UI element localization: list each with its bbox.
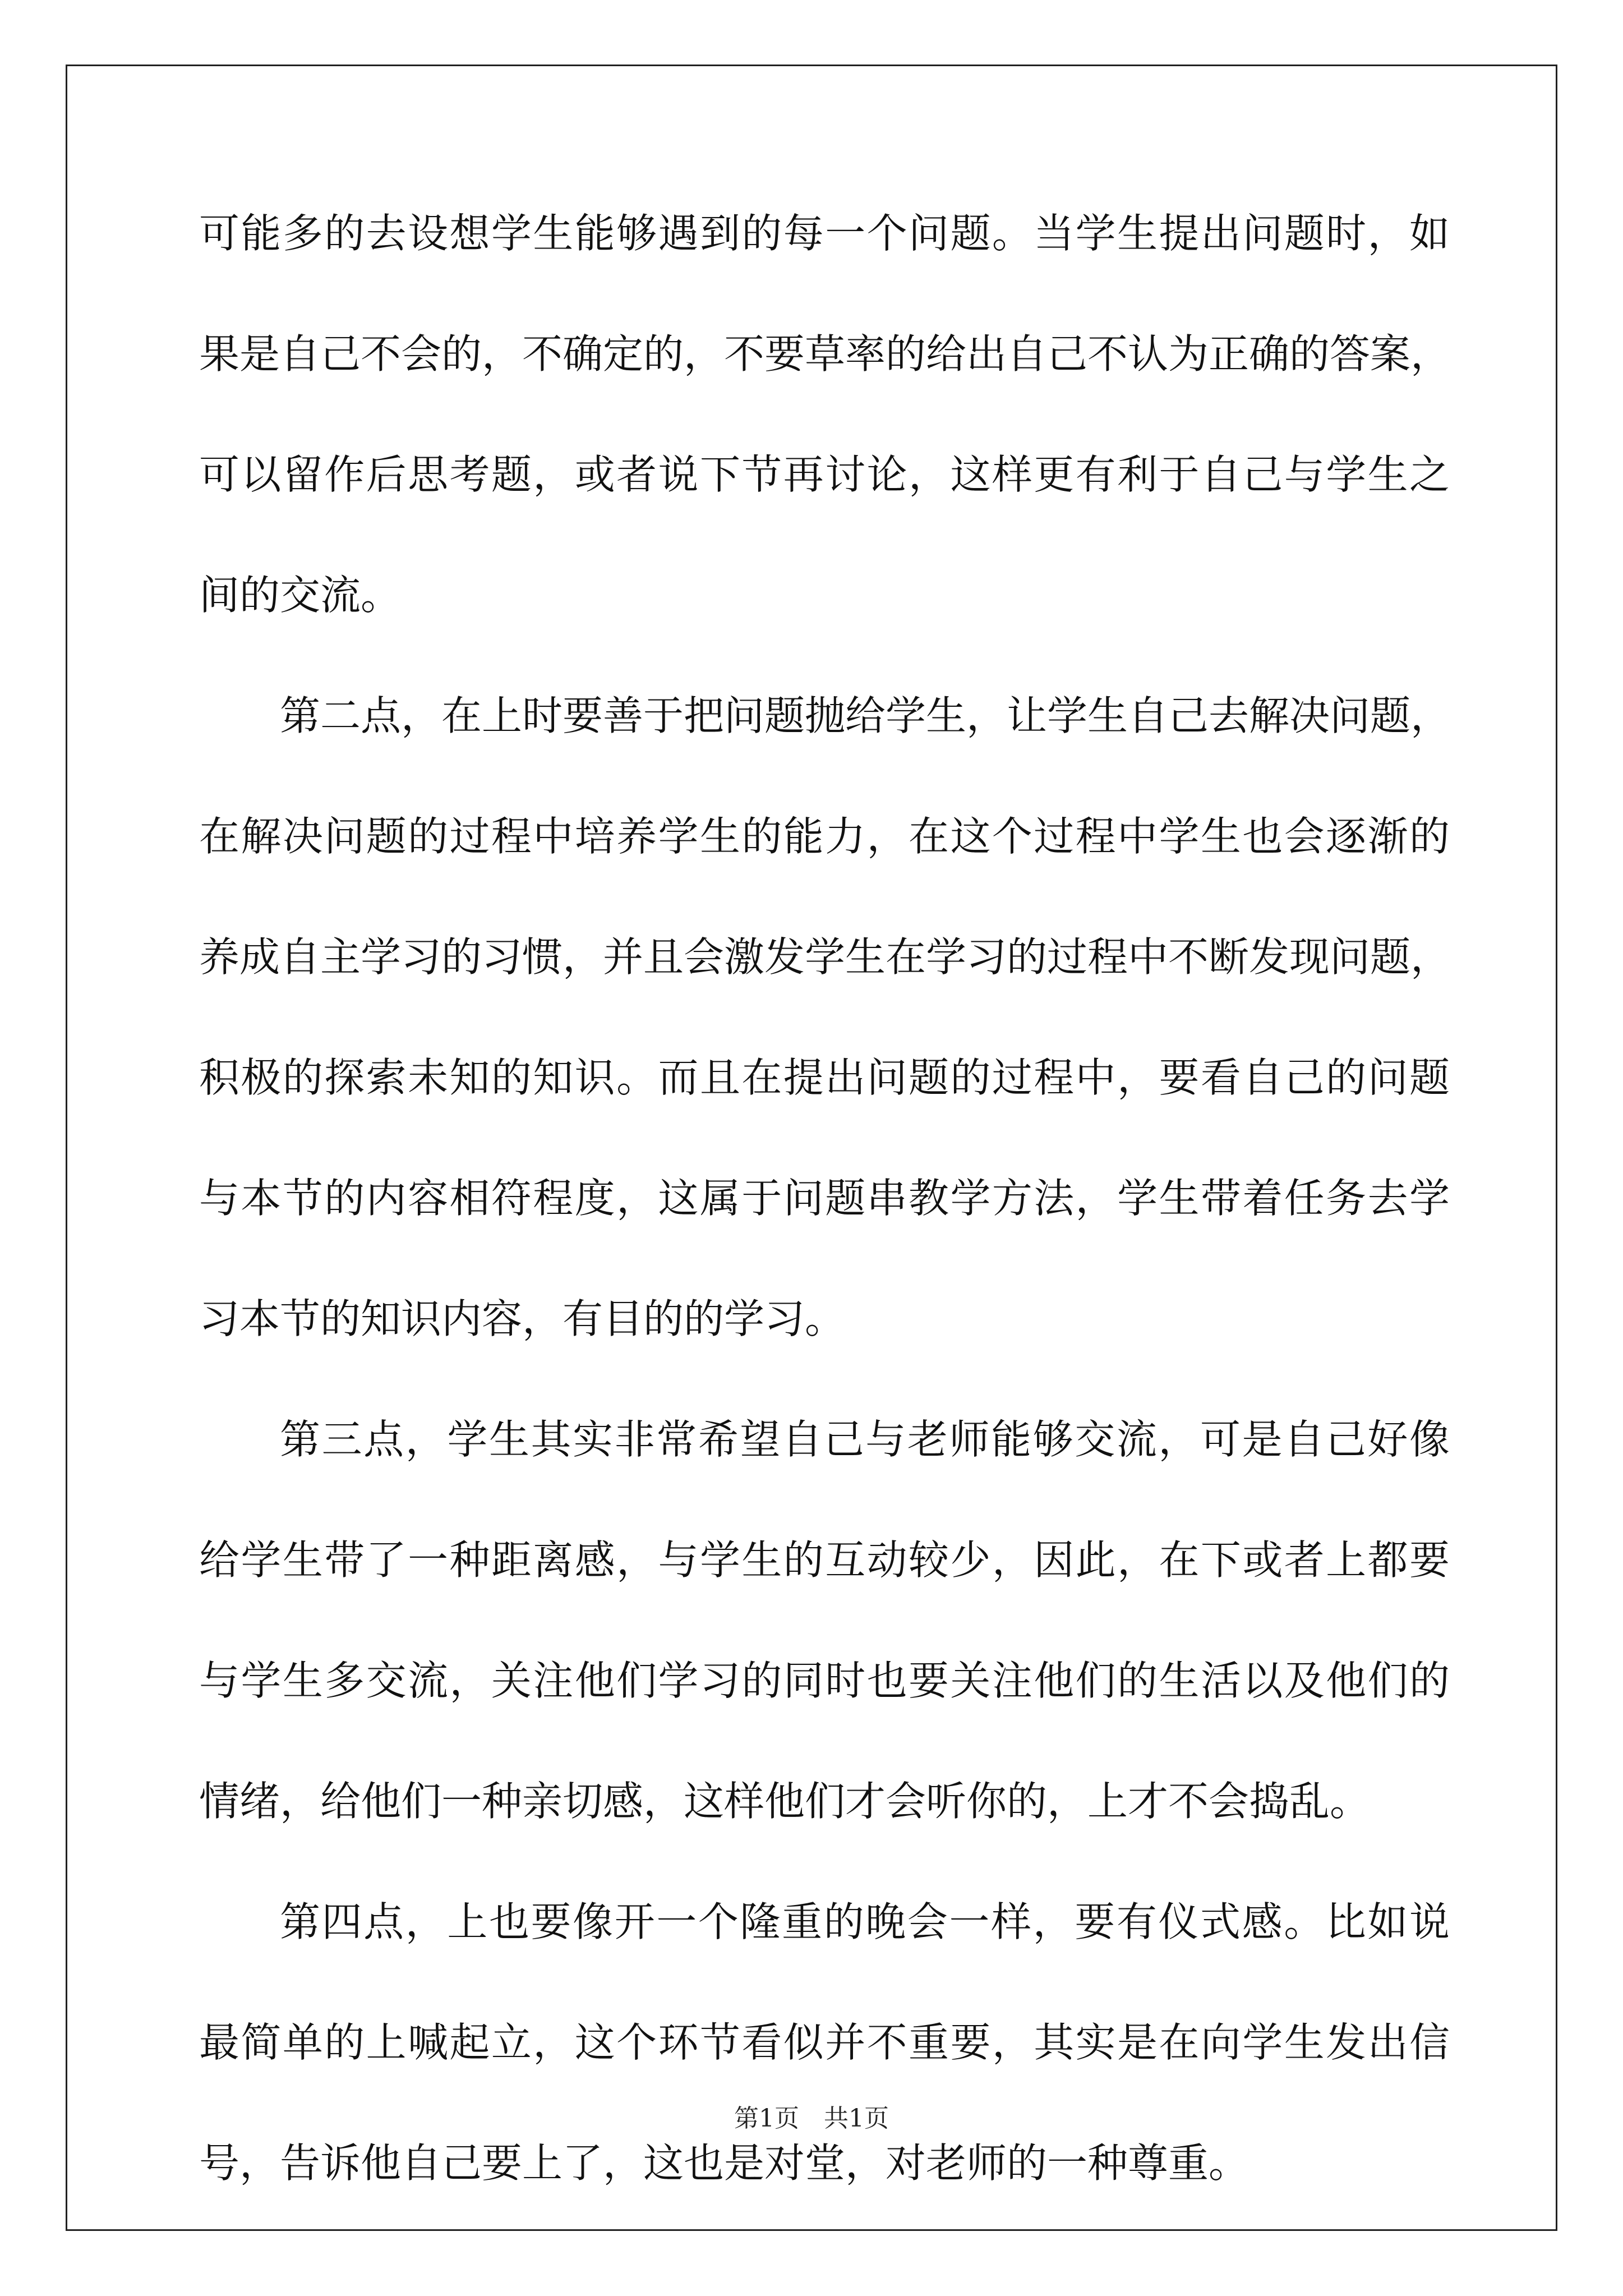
text-line: 情绪，给他们一种亲切感，这样他们才会听你的，上才不会捣乱。 bbox=[199, 1778, 1371, 1825]
text-line: 可以留作后思考题，或者说下节再讨论，这样更有利于自己与学生之 bbox=[199, 451, 1450, 498]
document-body bbox=[199, 210, 1451, 2187]
text-line: 与学生多交流，关注他们学习的同时也要关注他们的生活以及他们的 bbox=[199, 1657, 1450, 1704]
text-line: 号，告诉他自己要上了，这也是对堂，对老师的一种尊重。 bbox=[199, 2139, 1249, 2187]
text-line: 习本节的知识内容，有目的的学习。 bbox=[199, 1295, 846, 1342]
paragraph-first-line: 第四点，上也要像开一个隆重的晚会一样，要有仪式感。比如说 bbox=[280, 1898, 1450, 1945]
text-line: 在解决问题的过程中培养学生的能力，在这个过程中学生也会逐渐的 bbox=[199, 813, 1450, 860]
text-line: 果是自己不会的，不确定的，不要草率的给出自己不认为正确的答案， bbox=[199, 330, 1451, 378]
text-line: 养成自主学习的习惯，并且会激发学生在学习的过程中不断发现问题， bbox=[199, 933, 1451, 981]
text-line: 给学生带了一种距离感，与学生的互动较少，因此，在下或者上都要 bbox=[199, 1536, 1450, 1584]
paragraph-first-line: 第三点，学生其实非常希望自己与老师能够交流，可是自己好像 bbox=[280, 1416, 1450, 1463]
text-line: 间的交流。 bbox=[199, 572, 402, 619]
paragraph-first-line: 第二点，在上时要善于把问题抛给学生，让学生自己去解决问题， bbox=[280, 692, 1451, 739]
text-line: 最简单的上喊起立，这个环节看似并不重要，其实是在向学生发出信 bbox=[199, 2019, 1450, 2066]
text-line: 与本节的内容相符程度，这属于问题串教学方法，学生带着任务去学 bbox=[199, 1175, 1450, 1222]
page-number-footer: 第1页 共1页 bbox=[734, 2104, 889, 2133]
text-line: 可能多的去设想学生能够遇到的每一个问题。当学生提出问题时，如 bbox=[199, 210, 1450, 257]
text-line: 积极的探索未知的知识。而且在提出问题的过程中，要看自己的问题 bbox=[199, 1054, 1450, 1101]
